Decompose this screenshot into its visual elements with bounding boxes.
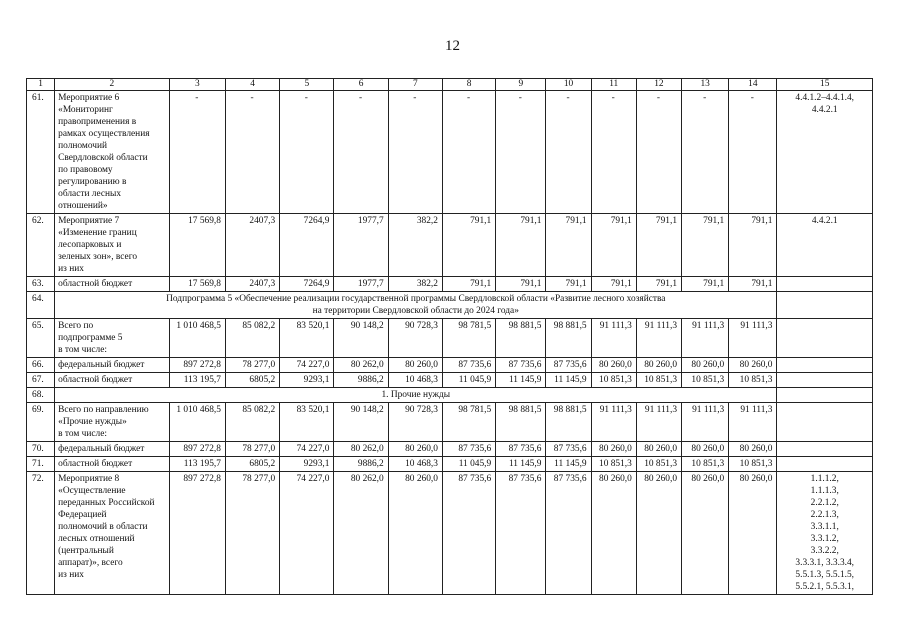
value-cell: 87 735,6: [496, 358, 546, 373]
table-row: [27, 373, 873, 388]
item-name: Мероприятие 7 «Изменение границ лесопарковых и зеленых зон», всего из них: [55, 214, 170, 277]
value-cell: 7264,9: [280, 277, 334, 292]
row-number: 64.: [27, 292, 55, 319]
value-cell: 83 520,1: [280, 319, 334, 358]
item-name: Всего по подпрограмме 5 в том числе:: [55, 319, 170, 358]
item-name: федеральный бюджет: [55, 442, 170, 457]
row-number: 69.: [27, 403, 55, 442]
row-number: 70.: [27, 442, 55, 457]
value-cell: 10 851,3: [682, 373, 729, 388]
value-cell: 78 277,0: [225, 442, 279, 457]
value-cell: 98 881,5: [546, 319, 591, 358]
value-cell: 80 260,0: [388, 358, 442, 373]
value-cell: 11 145,9: [546, 373, 591, 388]
value-cell: 80 260,0: [591, 472, 636, 595]
value-cell: -: [496, 91, 546, 214]
reference-cell: [777, 292, 873, 319]
value-cell: 80 260,0: [729, 442, 777, 457]
table-row: [27, 472, 873, 595]
reference-cell: 4.4.1.2–4.4.1.4, 4.4.2.1: [777, 91, 873, 214]
value-cell: 90 148,2: [334, 319, 388, 358]
value-cell: 382,2: [388, 214, 442, 277]
value-cell: 98 781,5: [442, 403, 495, 442]
table-row: [27, 442, 873, 457]
value-cell: 90 728,3: [388, 319, 442, 358]
value-cell: 791,1: [729, 214, 777, 277]
column-number-cell: 3: [169, 79, 225, 91]
reference-cell: [777, 403, 873, 442]
reference-cell: 4.4.2.1: [777, 214, 873, 277]
value-cell: 80 260,0: [682, 472, 729, 595]
value-cell: 80 262,0: [334, 358, 388, 373]
value-cell: 80 260,0: [636, 442, 681, 457]
column-number-cell: 2: [55, 79, 170, 91]
column-number-cell: 10: [546, 79, 591, 91]
reference-cell: [777, 457, 873, 472]
value-cell: 74 227,0: [280, 472, 334, 595]
table-row: [27, 457, 873, 472]
value-cell: 1 010 468,5: [169, 403, 225, 442]
value-cell: 87 735,6: [496, 472, 546, 595]
reference-cell: [777, 442, 873, 457]
column-number-cell: 13: [682, 79, 729, 91]
value-cell: 897 272,8: [169, 442, 225, 457]
value-cell: 11 145,9: [496, 457, 546, 472]
value-cell: 98 881,5: [496, 403, 546, 442]
value-cell: 87 735,6: [442, 358, 495, 373]
table-row: [27, 91, 873, 214]
value-cell: 87 735,6: [546, 442, 591, 457]
value-cell: 10 851,3: [636, 457, 681, 472]
value-cell: -: [636, 91, 681, 214]
table-row: [27, 403, 873, 442]
value-cell: 87 735,6: [546, 358, 591, 373]
value-cell: 78 277,0: [225, 358, 279, 373]
column-number-cell: 9: [496, 79, 546, 91]
value-cell: 6805,2: [225, 373, 279, 388]
value-cell: 9886,2: [334, 373, 388, 388]
value-cell: 80 262,0: [334, 472, 388, 595]
value-cell: 10 851,3: [682, 457, 729, 472]
value-cell: 791,1: [591, 214, 636, 277]
value-cell: 80 260,0: [636, 358, 681, 373]
value-cell: 90 148,2: [334, 403, 388, 442]
value-cell: 791,1: [636, 277, 681, 292]
table-row: [27, 214, 873, 277]
reference-cell: [777, 388, 873, 403]
value-cell: 1977,7: [334, 277, 388, 292]
value-cell: 9293,1: [280, 457, 334, 472]
value-cell: 17 569,8: [169, 214, 225, 277]
value-cell: 91 111,3: [682, 319, 729, 358]
value-cell: 791,1: [682, 277, 729, 292]
value-cell: 91 111,3: [682, 403, 729, 442]
value-cell: 9886,2: [334, 457, 388, 472]
row-number: 65.: [27, 319, 55, 358]
value-cell: 10 851,3: [591, 457, 636, 472]
value-cell: 113 195,7: [169, 457, 225, 472]
value-cell: 80 260,0: [591, 358, 636, 373]
value-cell: 87 735,6: [442, 442, 495, 457]
value-cell: 7264,9: [280, 214, 334, 277]
value-cell: 87 735,6: [546, 472, 591, 595]
row-number: 62.: [27, 214, 55, 277]
value-cell: -: [729, 91, 777, 214]
value-cell: 80 262,0: [334, 442, 388, 457]
value-cell: 80 260,0: [636, 472, 681, 595]
row-number: 61.: [27, 91, 55, 214]
value-cell: 1977,7: [334, 214, 388, 277]
item-name: Мероприятие 8 «Осуществление переданных Российской Федерацией полномочий в области лесных отношений (центральный аппарат)», всего из них: [55, 472, 170, 595]
value-cell: 10 851,3: [729, 373, 777, 388]
value-cell: 87 735,6: [496, 442, 546, 457]
value-cell: 791,1: [496, 277, 546, 292]
value-cell: 91 111,3: [636, 319, 681, 358]
value-cell: 91 111,3: [636, 403, 681, 442]
value-cell: 80 260,0: [729, 358, 777, 373]
item-name: Мероприятие 6 «Мониторинг правоприменения в рамках осуществления полномочий Свердловской области по правовому регулированию в области лесных отношений»: [55, 91, 170, 214]
section-title: Подпрограмма 5 «Обеспечение реализации государственной программы Свердловской области «Развитие лесного хозяйства на территории Свердловской области до 2024 года»: [55, 292, 777, 319]
value-cell: 1 010 468,5: [169, 319, 225, 358]
reference-cell: [777, 373, 873, 388]
item-name: областной бюджет: [55, 373, 170, 388]
value-cell: 2407,3: [225, 214, 279, 277]
value-cell: -: [546, 91, 591, 214]
item-name: Всего по направлению «Прочие нужды» в том числе:: [55, 403, 170, 442]
value-cell: -: [280, 91, 334, 214]
value-cell: 6805,2: [225, 457, 279, 472]
row-number: 67.: [27, 373, 55, 388]
row-number: 66.: [27, 358, 55, 373]
value-cell: 791,1: [682, 214, 729, 277]
value-cell: 897 272,8: [169, 358, 225, 373]
value-cell: 2407,3: [225, 277, 279, 292]
value-cell: 11 145,9: [496, 373, 546, 388]
item-name: областной бюджет: [55, 277, 170, 292]
column-number-cell: 1: [27, 79, 55, 91]
value-cell: 91 111,3: [729, 403, 777, 442]
value-cell: 791,1: [496, 214, 546, 277]
column-number-cell: 12: [636, 79, 681, 91]
value-cell: 10 851,3: [591, 373, 636, 388]
column-number-cell: 14: [729, 79, 777, 91]
value-cell: 17 569,8: [169, 277, 225, 292]
value-cell: -: [169, 91, 225, 214]
value-cell: 91 111,3: [591, 319, 636, 358]
table-row: [27, 388, 873, 403]
reference-cell: [777, 277, 873, 292]
value-cell: 90 728,3: [388, 403, 442, 442]
value-cell: 85 082,2: [225, 319, 279, 358]
value-cell: 80 260,0: [388, 472, 442, 595]
column-number-cell: 7: [388, 79, 442, 91]
value-cell: -: [225, 91, 279, 214]
value-cell: 791,1: [729, 277, 777, 292]
value-cell: -: [591, 91, 636, 214]
item-name: областной бюджет: [55, 457, 170, 472]
row-number: 71.: [27, 457, 55, 472]
value-cell: 83 520,1: [280, 403, 334, 442]
value-cell: 98 881,5: [496, 319, 546, 358]
budget-table: [26, 78, 873, 595]
section-title: 1. Прочие нужды: [55, 388, 777, 403]
column-number-row: [27, 79, 873, 91]
value-cell: -: [442, 91, 495, 214]
value-cell: 80 260,0: [682, 442, 729, 457]
value-cell: -: [388, 91, 442, 214]
value-cell: 11 045,9: [442, 373, 495, 388]
value-cell: 791,1: [546, 214, 591, 277]
table-row: [27, 358, 873, 373]
reference-cell: [777, 358, 873, 373]
reference-cell: [777, 319, 873, 358]
value-cell: 791,1: [636, 214, 681, 277]
value-cell: 74 227,0: [280, 358, 334, 373]
value-cell: 10 851,3: [636, 373, 681, 388]
value-cell: 80 260,0: [388, 442, 442, 457]
value-cell: 98 881,5: [546, 403, 591, 442]
value-cell: 74 227,0: [280, 442, 334, 457]
column-number-cell: 15: [777, 79, 873, 91]
value-cell: 11 145,9: [546, 457, 591, 472]
value-cell: 10 468,3: [388, 457, 442, 472]
value-cell: 10 851,3: [729, 457, 777, 472]
value-cell: 10 468,3: [388, 373, 442, 388]
value-cell: 897 272,8: [169, 472, 225, 595]
value-cell: 98 781,5: [442, 319, 495, 358]
value-cell: 382,2: [388, 277, 442, 292]
value-cell: -: [334, 91, 388, 214]
value-cell: -: [682, 91, 729, 214]
value-cell: 791,1: [546, 277, 591, 292]
value-cell: 85 082,2: [225, 403, 279, 442]
row-number: 63.: [27, 277, 55, 292]
item-name: федеральный бюджет: [55, 358, 170, 373]
table-row: [27, 277, 873, 292]
value-cell: 91 111,3: [729, 319, 777, 358]
column-number-cell: 8: [442, 79, 495, 91]
row-number: 68.: [27, 388, 55, 403]
value-cell: 11 045,9: [442, 457, 495, 472]
table-row: [27, 292, 873, 319]
value-cell: 80 260,0: [729, 472, 777, 595]
table-row: [27, 319, 873, 358]
reference-cell: 1.1.1.2, 1.1.1.3, 2.2.1.2, 2.2.1.3, 3.3.1.1, 3.3.1.2, 3.3.2.2, 3.3.3.1, 3.3.3.4, 5.5.1.3, 5.5.1.5, 5.5.2.1, 5.5.3.1,: [777, 472, 873, 595]
column-number-cell: 6: [334, 79, 388, 91]
column-number-cell: 4: [225, 79, 279, 91]
value-cell: 113 195,7: [169, 373, 225, 388]
column-number-cell: 11: [591, 79, 636, 91]
page-number: 12: [445, 38, 460, 54]
value-cell: 78 277,0: [225, 472, 279, 595]
value-cell: 80 260,0: [682, 358, 729, 373]
value-cell: 791,1: [591, 277, 636, 292]
value-cell: 9293,1: [280, 373, 334, 388]
row-number: 72.: [27, 472, 55, 595]
value-cell: 791,1: [442, 277, 495, 292]
value-cell: 791,1: [442, 214, 495, 277]
value-cell: 91 111,3: [591, 403, 636, 442]
value-cell: 87 735,6: [442, 472, 495, 595]
column-number-cell: 5: [280, 79, 334, 91]
value-cell: 80 260,0: [591, 442, 636, 457]
